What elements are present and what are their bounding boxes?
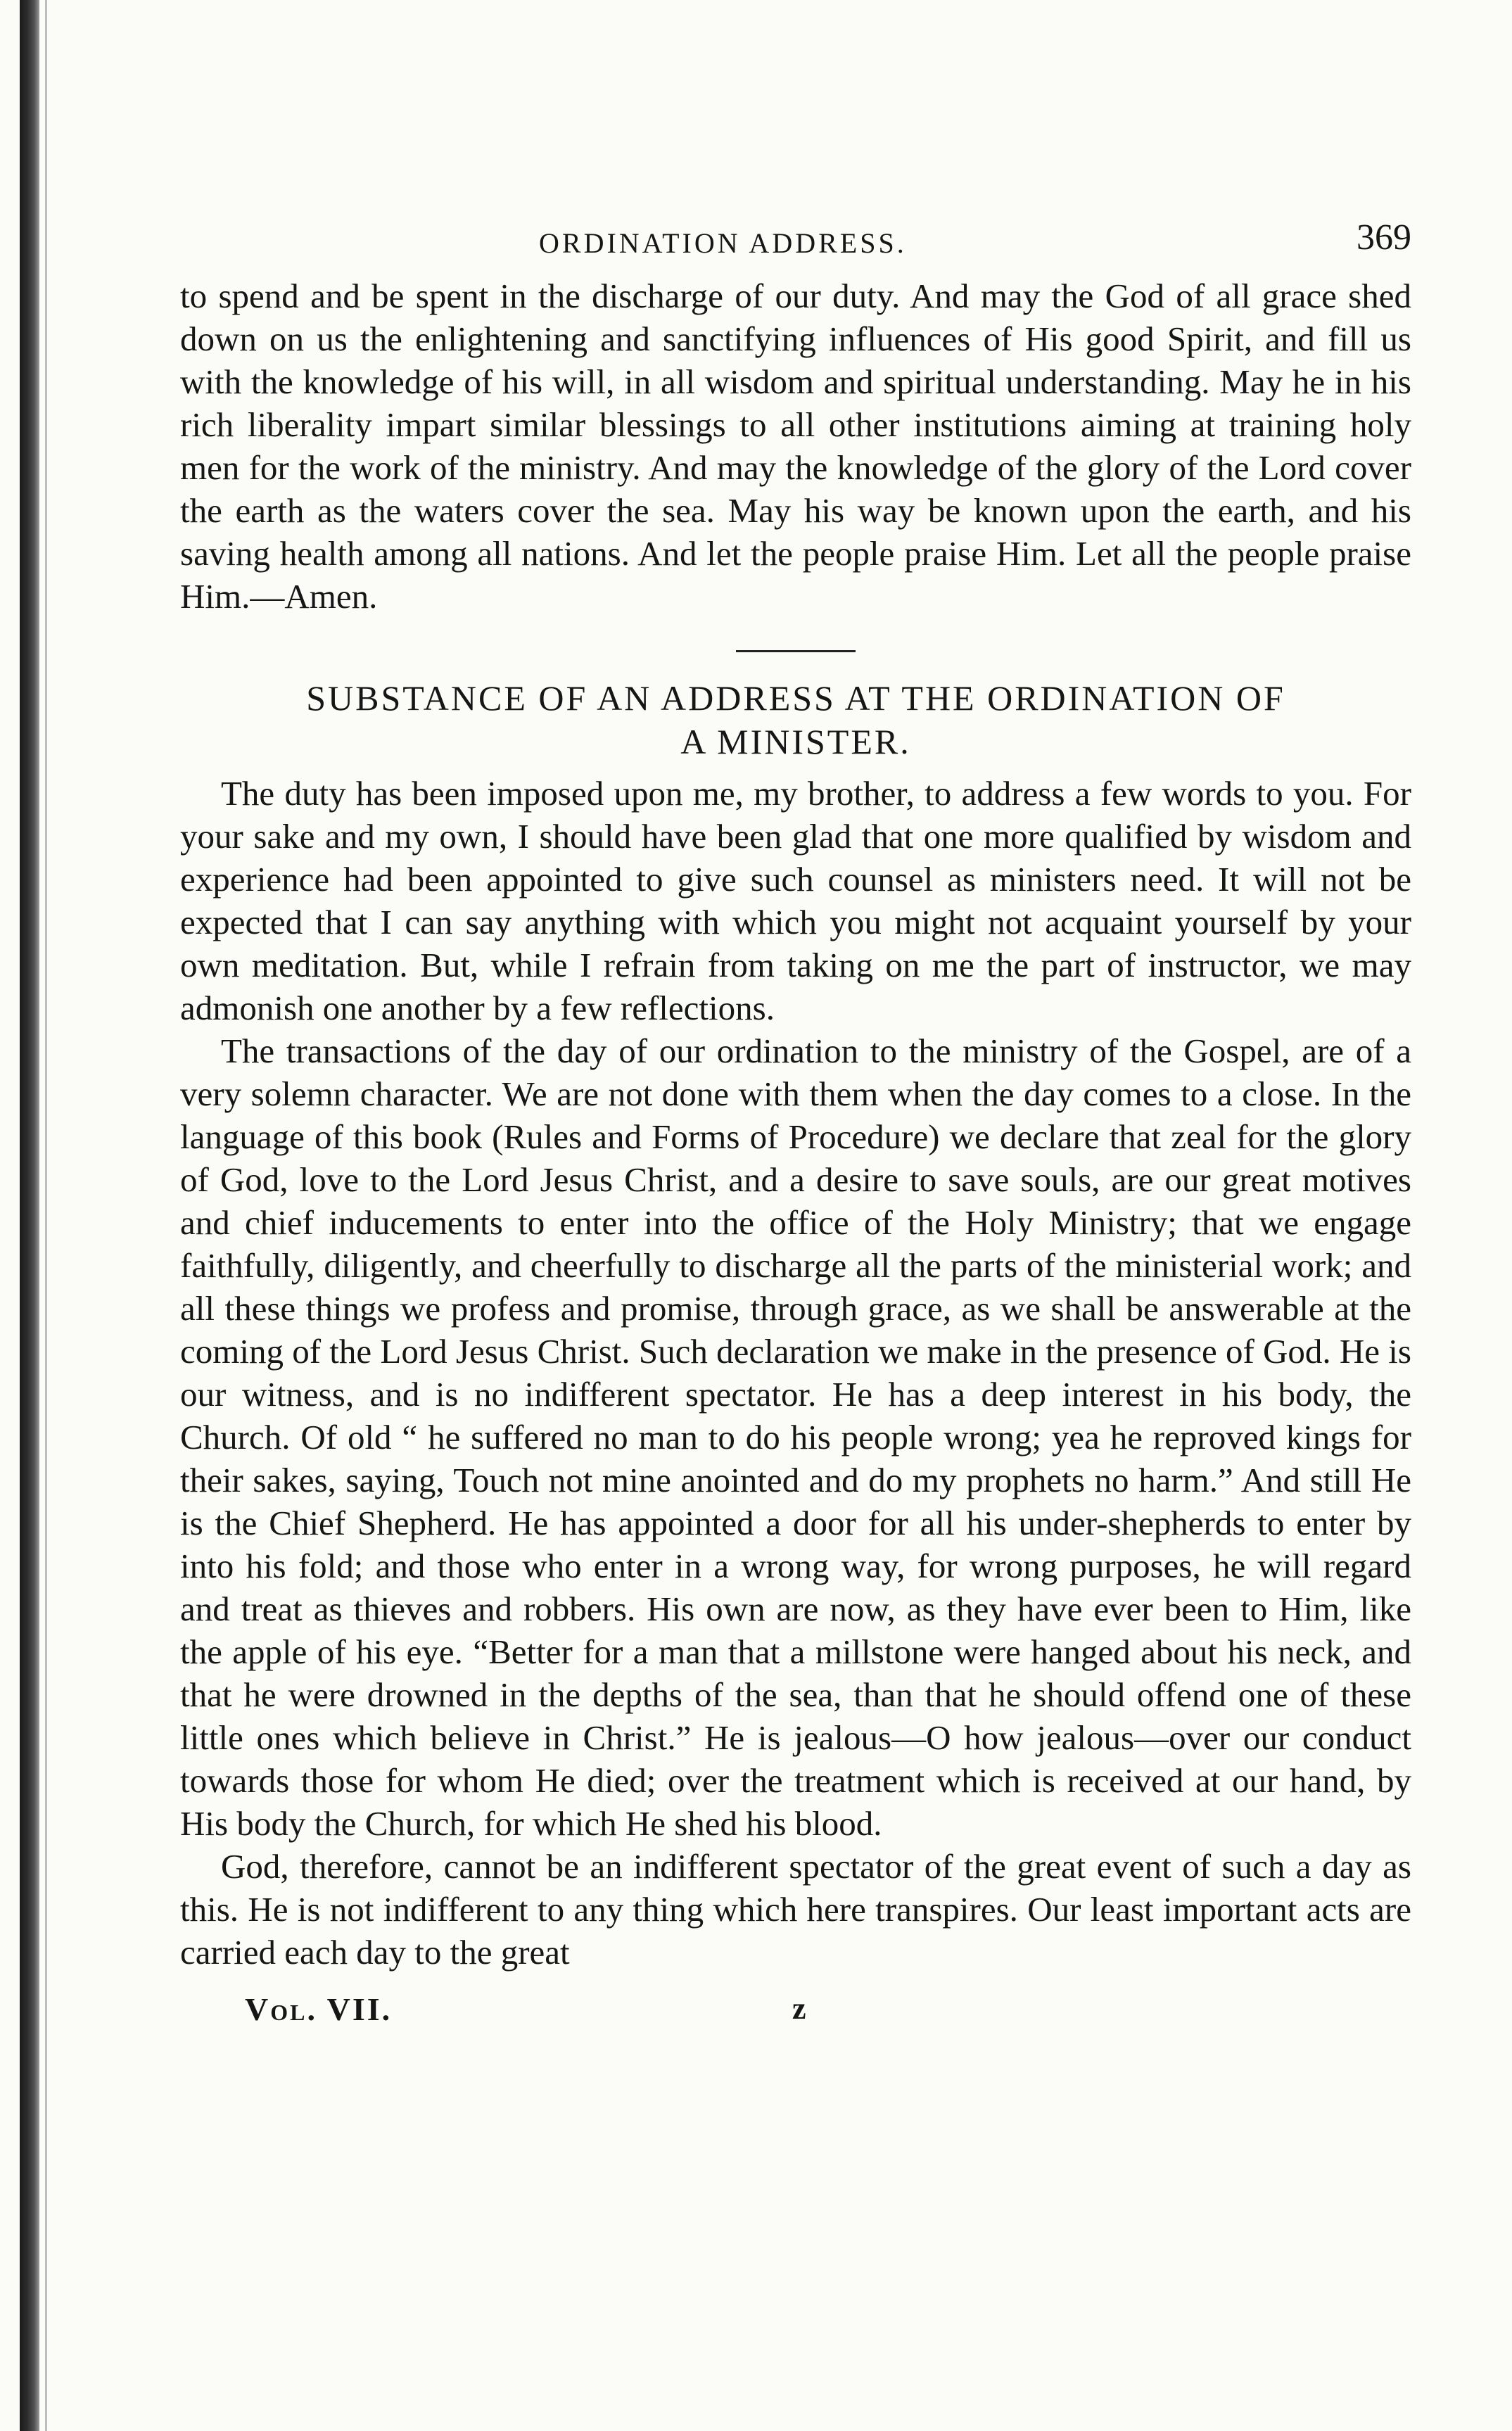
- running-title: ORDINATION ADDRESS.: [539, 227, 907, 259]
- book-page: [180, 211, 1411, 2043]
- opening-paragraph: to spend and be spent in the discharge of our duty. And may the God of all grace shed down on us the enlightening and sanctifying influences of His good Spirit, and fill us with the knowledge of his will, in all wisdom and spiritual understanding. May he in his rich liberality impart similar blessings to all other institutions aiming at training holy men for the work of the ministry. And may the knowledge of the glory of the Lord cover the earth as the waters cover the sea. May his way be known upon the earth, and his saving health among all nations. And let the people praise Him. Let all the people praise Him.—Amen.: [180, 277, 1411, 616]
- signature-mark: z: [792, 1991, 806, 2026]
- page-number: 369: [1357, 217, 1411, 258]
- page-footer: [180, 1986, 1411, 2043]
- page-gutter-edge: [45, 0, 47, 2431]
- paragraph-2: The transactions of the day of our ordination to the ministry of the Gospel, are of a very solemn character. We are not done with them when the day comes to a close. In the language of this book (Rules and Forms of Procedure) we declare that zeal for the glory of God, love to the Lord Jesus Christ, and a desire to save souls, are our great motives and chief inducements to enter into the office of the Holy Ministry; that we engage faithfully, diligently, and cheerfully to discharge all the parts of the ministerial work; and all these things we profess and promise, through grace, as we shall be answerable at the coming of the Lord Jesus Christ. Such declaration we make in the presence of God. He is our witness, and is no indifferent spectator. He has a deep interest in his body, the Church. Of old “ he suffered no man to do his people wrong; yea he reproved kings for their sakes, saying, Touch not mine anointed and do my prophets no harm.” And still He is the Chief Shepherd. He has appointed a door for all his under-shepherds to enter by into his fold; and those who enter in a wrong way, for wrong purposes, he will regard and treat as thieves and robbers. His own are now, as they have ever been to Him, like the apple of his eye. “Better for a man that a millstone were hanged about his neck, and that he were drowned in the depths of the sea, than that he should offend one of these little ones which believe in Christ.” He is jealous—O how jealous—over our conduct towards those for whom He died; over the treatment which is received at our hand, by His body the Church, for which He shed his blood.: [180, 1032, 1411, 1843]
- body-text: [180, 274, 1411, 1974]
- section-heading: [180, 676, 1411, 763]
- volume-mark: Vol. VII.: [245, 1991, 393, 2027]
- section-heading-line-2: A MINISTER.: [680, 722, 911, 761]
- paragraph-3: God, therefore, cannot be an indifferent spectator of the great event of such a day as this. He is not indifferent to any thing which here transpires. Our least important acts are carried each day to the great: [180, 1847, 1411, 1972]
- section-divider-rule: [736, 650, 856, 652]
- section-heading-line-1: SUBSTANCE OF AN ADDRESS AT THE ORDINATION OF: [306, 678, 1285, 718]
- running-head: [180, 211, 1411, 274]
- paragraph-1: The duty has been imposed upon me, my brother, to address a few words to you. For your sake and my own, I should have been glad that one more qualified by wisdom and experience had been appointed to give such counsel as ministers need. It will not be expected that I can say anything with which you might not acquaint yourself by your own meditation. But, while I refrain from taking on me the part of instructor, we may admonish one another by a few reflections.: [180, 774, 1411, 1027]
- book-spine-shadow: [20, 0, 39, 2431]
